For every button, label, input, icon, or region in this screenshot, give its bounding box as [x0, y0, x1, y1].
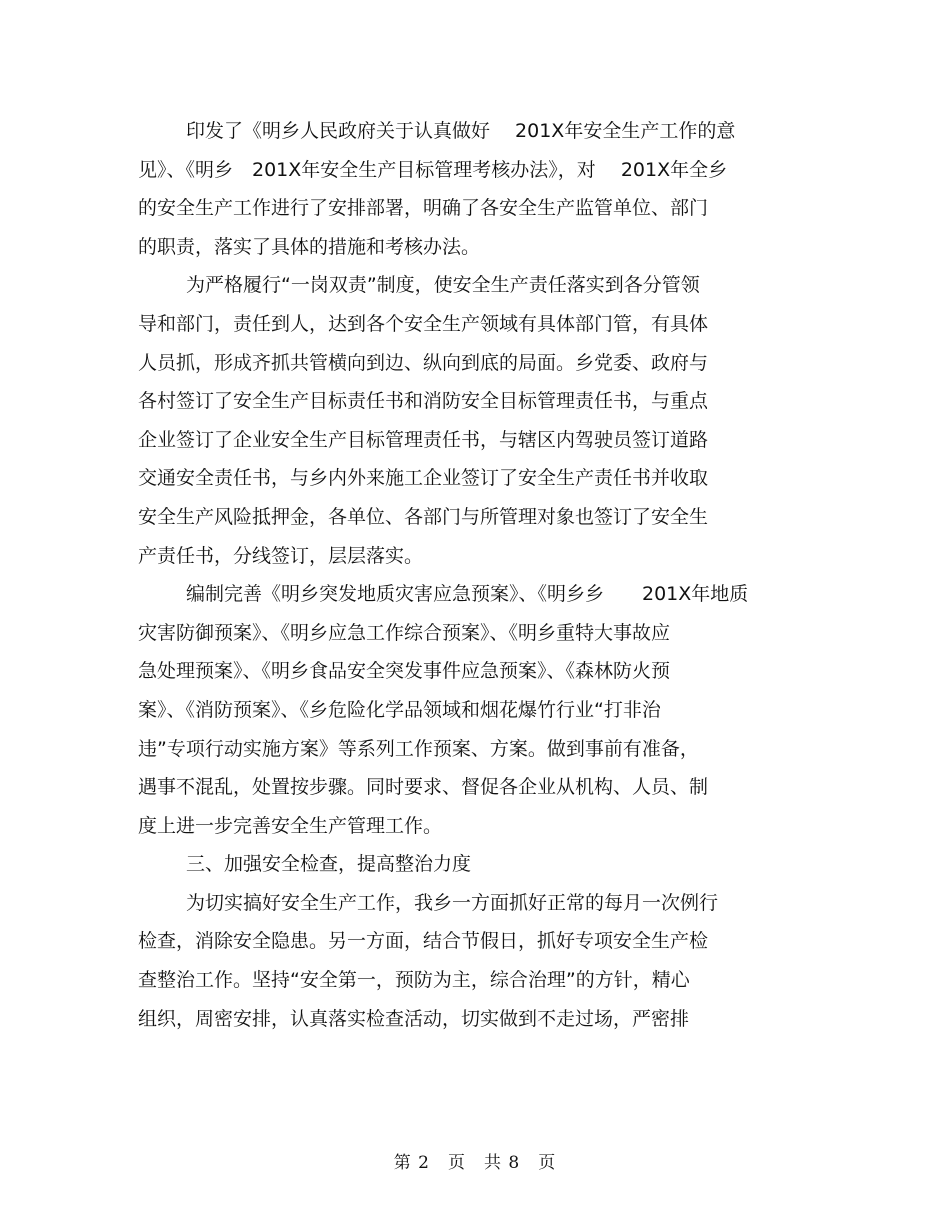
text-line: 的安全生产工作进行了安排部署，明确了各安全生产监管单位、部门	[138, 197, 709, 220]
text-line: 三、加强安全检查，提高整治力度	[186, 853, 472, 876]
text-line: 导和部门，责任到人，达到各个安全生产领域有具体部门管，有具体	[138, 312, 709, 335]
text-line: 灾害防御预案》、《明乡应急工作综合预案》、《明乡重特大事故应	[138, 621, 671, 644]
page-footer: 第 2 页 共 8 页	[393, 1153, 557, 1173]
text-line: 企业签订了企业安全生产目标管理责任书，与辖区内驾驶员签订道路	[138, 428, 709, 451]
text-line: 组织，周密安排，认真落实检查活动，切实做到不走过场，严密排	[138, 1007, 690, 1030]
text-line: 人员抓，形成齐抓共管横向到边、纵向到底的局面。乡党委、政府与	[138, 351, 709, 374]
document-body	[138, 112, 818, 1038]
text-line: 产责任书，分线签订，层层落实。	[138, 544, 424, 567]
text-line: 交通安全责任书，与乡内外来施工企业签订了安全生产责任书并收取	[138, 467, 709, 490]
text-line: 为严格履行“一岗双责”制度，使安全生产责任落实到各分管领	[186, 274, 700, 297]
text-line: 检查，消除安全隐患。另一方面，结合节假日，抓好专项安全生产检	[138, 930, 709, 953]
text-line: 各村签订了安全生产目标责任书和消防安全目标管理责任书，与重点	[138, 390, 709, 413]
text-line: 度上进一步完善安全生产管理工作。	[138, 814, 443, 837]
text-line: 印发了《明乡人民政府关于认真做好 201X年安全生产工作的意	[186, 120, 736, 142]
text-line: 违”专项行动实施方案》等系列工作预案、方案。做到事前有准备，	[138, 737, 699, 760]
text-line: 安全生产风险抵押金，各单位、各部门与所管理对象也签订了安全生	[138, 505, 709, 528]
text-line: 案》、《消防预案》、《乡危险化学品领域和烟花爆竹行业“打非治	[138, 698, 661, 721]
text-line: 见》、《明乡 201X年安全生产目标管理考核办法》，对 201X年全乡	[138, 158, 728, 181]
text-line: 急处理预案》、《明乡食品安全突发事件应急预案》、《森林防火预	[138, 660, 671, 683]
text-line: 编制完善《明乡突发地质灾害应急预案》、《明乡乡 201X年地质	[186, 583, 749, 606]
text-line: 遇事不混乱，处置按步骤。同时要求、督促各企业从机构、人员、制	[138, 776, 709, 799]
text-line: 的职责，落实了具体的措施和考核办法。	[138, 235, 481, 258]
text-line: 查整治工作。坚持“安全第一，预防为主，综合治理”的方针，精心	[138, 969, 690, 992]
text-line: 为切实搞好安全生产工作，我乡一方面抓好正常的每月一次例行	[186, 891, 719, 914]
